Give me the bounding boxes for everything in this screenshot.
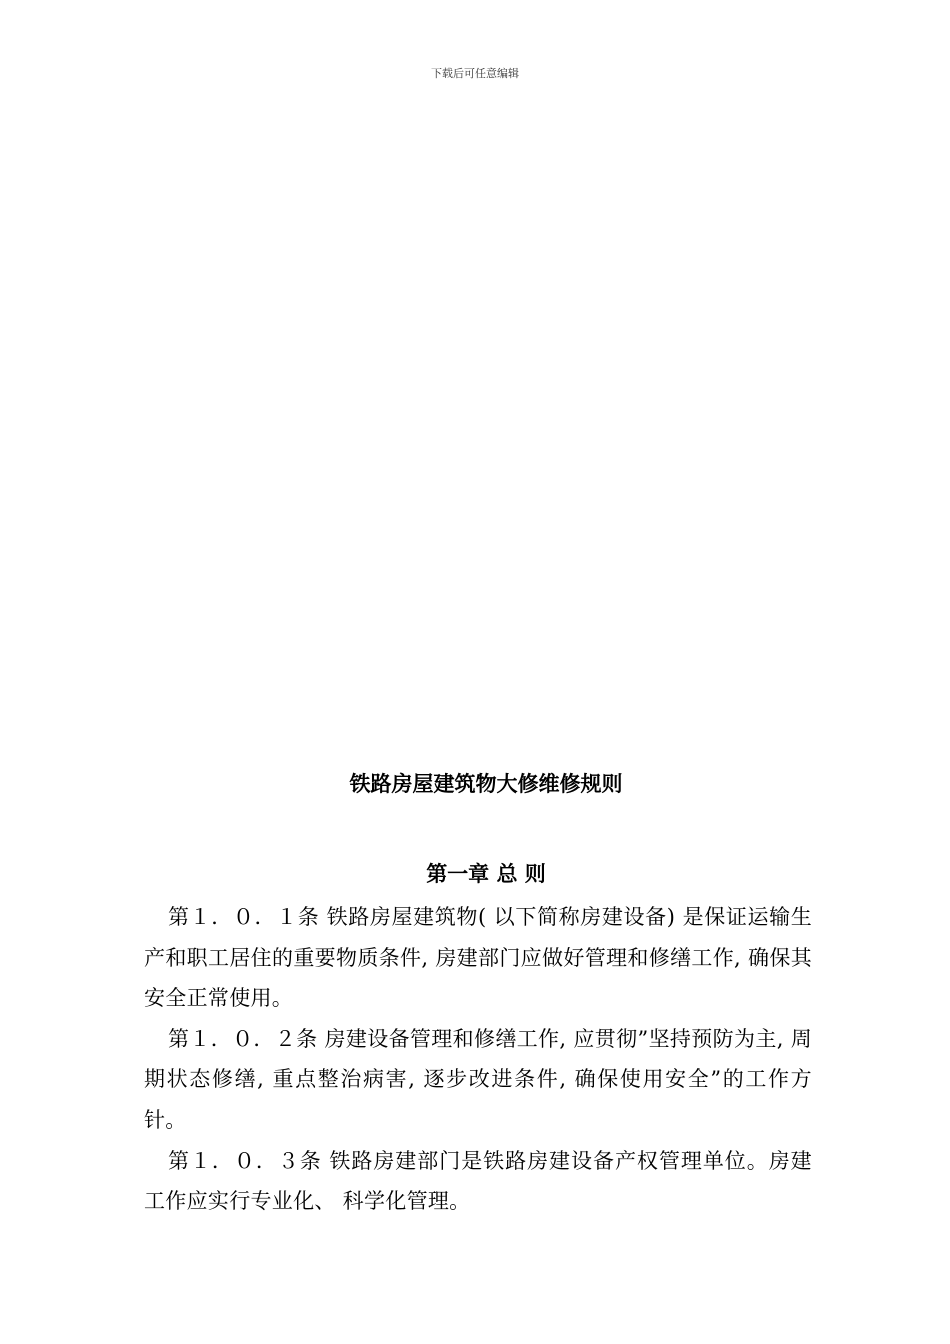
article-paragraph: 第１．０．１条 铁路房屋建筑物( 以下简称房建设备) 是保证运输生产和职工居住的重要物质条件, 房建部门应做好管理和修缮工作, 确保其安全正常使用。 bbox=[144, 905, 812, 1011]
page-header-note: 下载后可任意编辑 bbox=[431, 67, 519, 80]
document-body bbox=[144, 897, 812, 1222]
article-paragraph: 第１．０．２条 房建设备管理和修缮工作, 应贯彻”坚持预防为主, 周期状态修缮, 重点整治病害, 逐步改进条件, 确保使用安全”的工作方针。 bbox=[144, 1026, 812, 1132]
document-title: 铁路房屋建筑物大修维修规则 bbox=[349, 772, 623, 796]
article-paragraph: 第１．０．３条 铁路房建部门是铁路房建设备产权管理单位。房建工作应实行专业化、 科学化管理。 bbox=[144, 1148, 812, 1214]
chapter-title: 第一章 总 则 bbox=[426, 862, 546, 886]
